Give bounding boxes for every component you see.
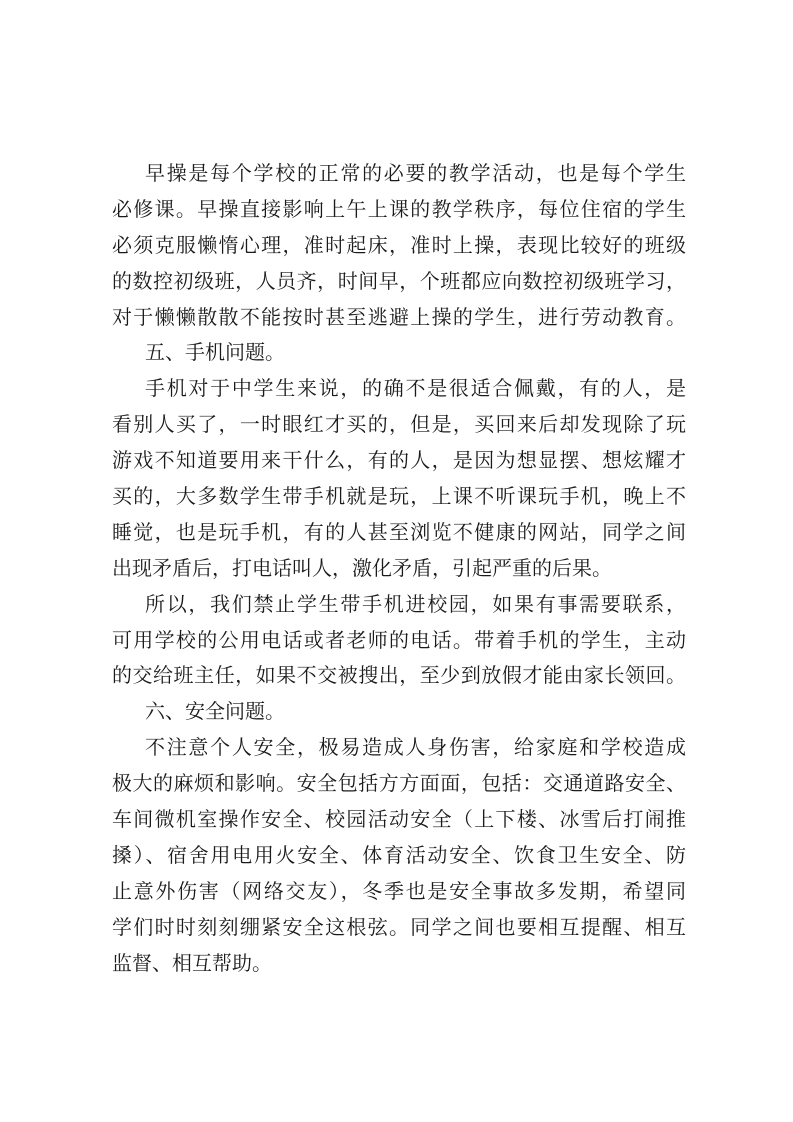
text-line: 对于懒懒散散不能按时甚至逃避上操的学生，进行劳动教育。 (112, 304, 686, 329)
section-heading-safety: 六、安全问题。 (145, 699, 285, 724)
text-line: 可用学校的公用电话或者老师的电话。带着手机的学生，主动 (112, 627, 686, 652)
text-line: 监督、相互帮助。 (112, 950, 272, 975)
text-line: 出现矛盾后，打电话叫人，激化矛盾，引起严重的后果。 (112, 555, 612, 580)
text-line: 止意外伤害（网络交友），冬季也是安全事故多发期，希望同 (112, 878, 686, 903)
paragraph-phone-issues (112, 371, 686, 586)
section-heading-phone: 五、手机问题。 (145, 340, 285, 365)
text-line: 的数控初级班，人员齐，时间早，个班都应向数控初级班学习， (112, 268, 686, 293)
paragraph-morning-exercise (112, 156, 686, 335)
text-line: 极大的麻烦和影响。安全包括方方面面，包括：交通道路安全、 (112, 771, 686, 796)
text-line: 的交给班主任，如果不交被搜出，至少到放假才能由家长领回。 (112, 663, 686, 688)
document-body (112, 156, 686, 981)
text-line: 学们时时刻刻绷紧安全这根弦。同学之间也要相互提醒、相互 (112, 914, 686, 939)
paragraph-phone-policy (112, 587, 686, 695)
text-line: 买的，大多数学生带手机就是玩，上课不听课玩手机，晚上不 (112, 484, 686, 509)
text-line: 早操是每个学校的正常的必要的教学活动，也是每个学生 (145, 161, 686, 185)
text-line: 必修课。早操直接影响上午上课的教学秩序，每位住宿的学生 (112, 196, 686, 221)
text-line: 搡）、宿舍用电用火安全、体育活动安全、饮食卫生安全、防 (112, 842, 686, 867)
text-line: 车间微机室操作安全、校园活动安全（上下楼、冰雪后打闹推 (112, 807, 686, 832)
text-line: 不注意个人安全，极易造成人身伤害，给家庭和学校造成 (145, 735, 686, 760)
text-line: 必须克服懒惰心理，准时起床，准时上操，表现比较好的班级 (112, 232, 686, 257)
text-line: 所以，我们禁止学生带手机进校园，如果有事需要联系， (145, 591, 686, 616)
text-line: 看别人买了，一时眼红才买的，但是，买回来后却发现除了玩 (112, 412, 686, 437)
text-line: 游戏不知道要用来干什么，有的人，是因为想显摆、想炫耀才 (112, 448, 686, 473)
text-line: 手机对于中学生来说，的确不是很适合佩戴，有的人，是 (145, 376, 686, 401)
paragraph-safety (112, 730, 686, 981)
text-line: 睡觉，也是玩手机，有的人甚至浏览不健康的网站，同学之间 (112, 519, 686, 544)
